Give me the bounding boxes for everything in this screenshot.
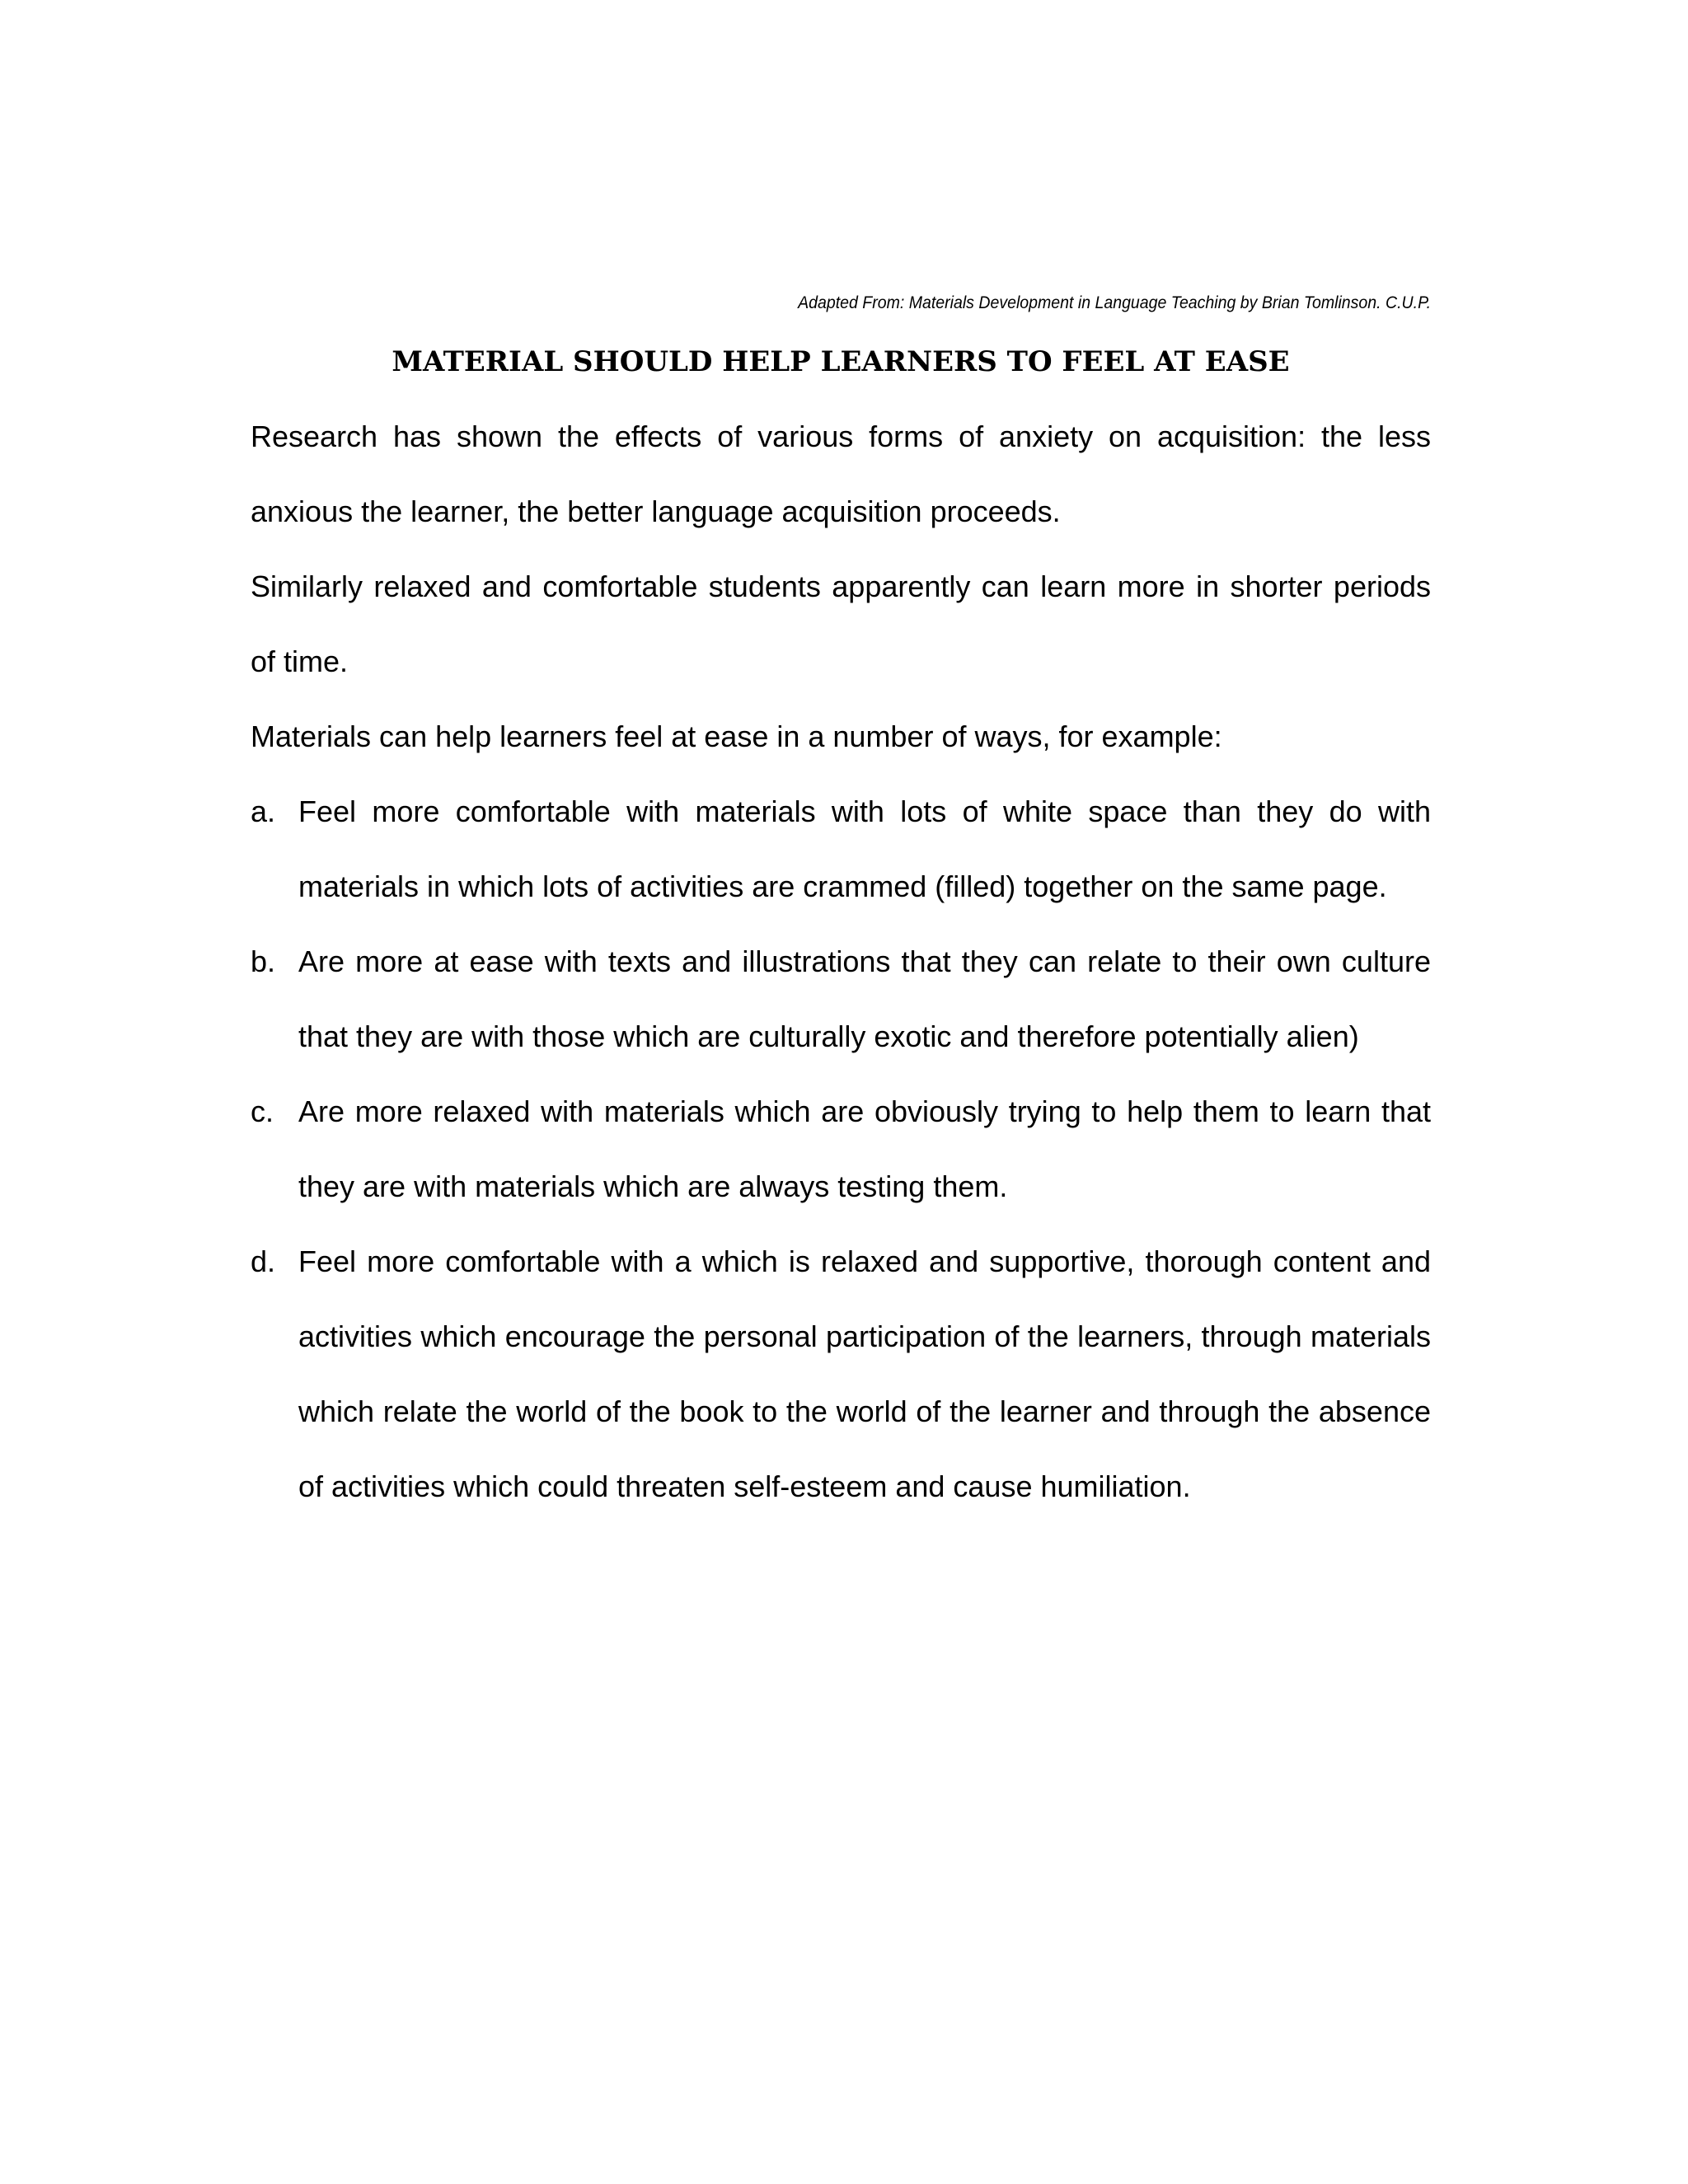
list-item-text: Are more relaxed with materials which are obviously trying to help them to learn that they are with materials which are always testing them. — [298, 1094, 1431, 1203]
list-item-text: Feel more comfortable with materials with lots of white space than they do with materials in which lots of activities are crammed (filled) together on the same page. — [298, 794, 1431, 903]
list-marker: d. — [251, 1244, 276, 1278]
page-title: MATERIAL SHOULD HELP LEARNERS TO FEEL AT EASE — [392, 345, 1290, 378]
list-item — [251, 1224, 1431, 1524]
materials-intro-block — [251, 699, 1431, 774]
list-item — [251, 774, 1431, 924]
similarly-paragraph-block — [251, 549, 1431, 699]
list-marker: a. — [251, 794, 276, 828]
intro-paragraph-block — [251, 399, 1431, 549]
list-marker: c. — [251, 1094, 274, 1128]
intro-paragraph: Research has shown the effects of various forms of anxiety on acquisition: the less anxious the learner, the better language acquisition proceeds. — [251, 419, 1431, 528]
list-item — [251, 924, 1431, 1074]
source-citation: Adapted From: Materials Development in Language Teaching by Brian Tomlinson. C.U.P. — [798, 293, 1431, 312]
list-item-text: Feel more comfortable with a which is relaxed and supportive, thorough content and activities which encourage the personal participation of the learners, through materials which relate the world of the book to the world of the learner and through the absence of activities which could threaten self-esteem and cause humiliation. — [298, 1244, 1431, 1503]
similarly-paragraph: Similarly relaxed and comfortable students apparently can learn more in shorter periods of time. — [251, 569, 1431, 678]
list-marker: b. — [251, 944, 276, 978]
list-item — [251, 1074, 1431, 1224]
list-item-text: Are more at ease with texts and illustrations that they can relate to their own culture that they are with those which are culturally exotic and therefore potentially alien) — [298, 944, 1431, 1053]
examples-list — [251, 774, 1431, 1524]
materials-intro-paragraph: Materials can help learners feel at ease in a number of ways, for example: — [251, 719, 1222, 753]
